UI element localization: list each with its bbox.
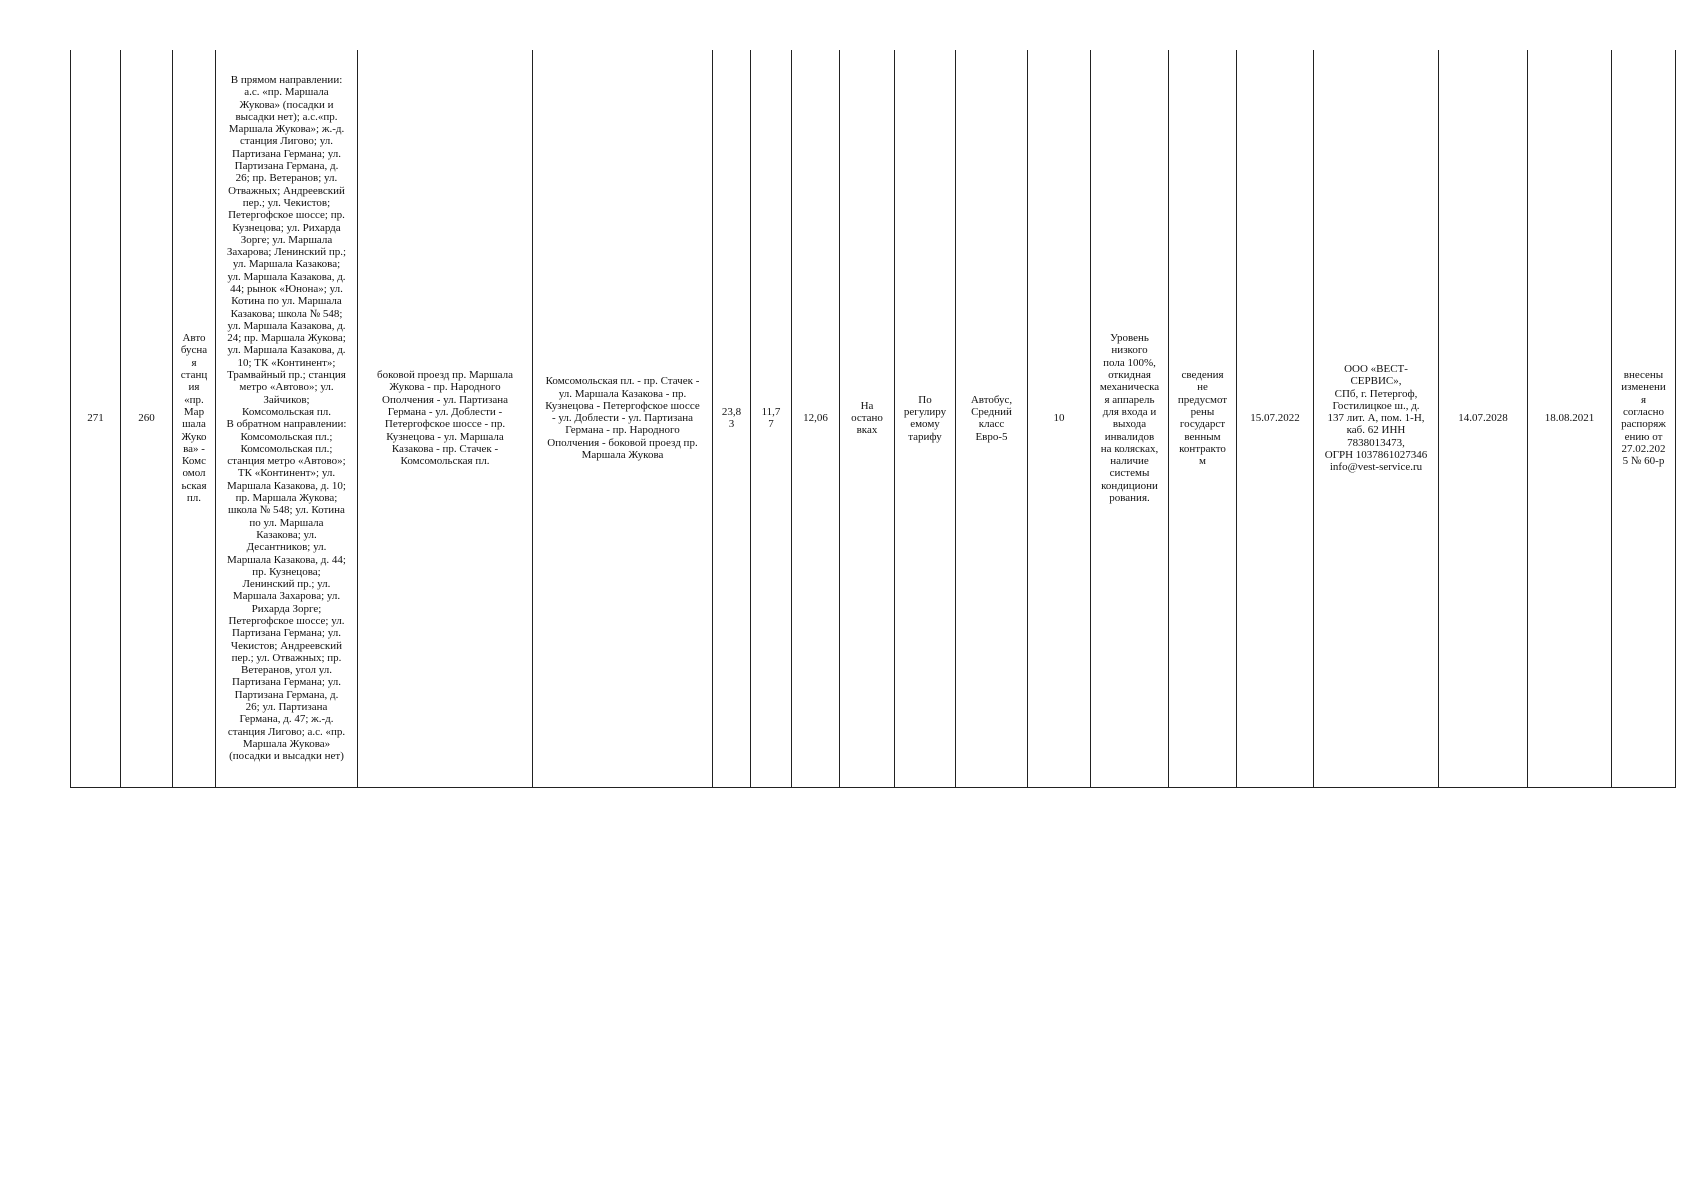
cell-path-forward: боковой проезд пр. Маршала Жукова - пр. Народного Ополчения - ул. Партизана Германа - ул. Доблести - Петергофское шоссе - пр. Кузнецова - ул. Маршала Казакова - пр. Стачек - Комсомольская пл. [358,50,533,787]
cell-vehicle: Автобус, Средний класс Евро-5 [956,50,1028,787]
cell-stops-list: В прямом направлении: а.с. «пр. Маршала Жукова» (посадки и высадки нет); а.с.«пр. Маршала Жукова»; ж.-д. станция Лигово; ул. Партизана Германа; ул. Партизана Германа, д. 26; пр. Ветеранов; ул. Отважных; Андреевский пер.; ул. Чекистов; Петергофское шоссе; пр. Кузнецова; ул. Рихарда Зорге; ул. Маршала Захарова; Ленинский пр.; ул. Маршала Казакова; ул. Маршала Казакова, д. 44; рынок «Юнона»; ул. Котина по ул. Маршала Казакова; школа № 548; ул. Маршала Казакова, д. 24; пр. Маршала Жукова; ул. Маршала Казакова, д. 10; ТК «Континент»; Трамвайный пр.; станция метро «Автово»; ул. Зайчиков; Комсомольская пл. В обратном направлении: Комсомольская пл.; Комсомольская пл.; станция метро «Автово»; ТК «Континент»; ул. Маршала Казакова, д. 10; пр. Маршала Жукова; школа № 548; ул. Котина по ул. Маршала Казакова; ул. Десантников; ул. Маршала Казакова, д. 44; пр. Кузнецова; Ленинский пр.; ул. Маршала Захарова; ул. Рихарда Зорге; Петергофское шоссе; ул. Партизана Германа; ул. Чекистов; Андреевский пер.; ул. Отважных; пр. Ветеранов, угол ул. Партизана Германа; ул. Партизана Германа, д. 26; ул. Партизана Германа, д. 47; ж.-д. станция Лигово; а.с. «пр. Маршала Жукова» (посадки и высадки нет) [216,50,358,787]
table-row [71,50,1676,787]
cell-end-date: 14.07.2028 [1439,50,1528,787]
cell-contract: сведения не предусмот рены государст венным контракто м [1169,50,1237,787]
cell-equipment: Уровень низкого пола 100%, откидная механическа я аппарель для входа и выхода инвалидов на колясках, наличие системы кондициони рования. [1091,50,1169,787]
cell-start-date: 15.07.2022 [1237,50,1314,787]
cell-route-number: 260 [121,50,173,787]
cell-tariff: По регулиру емому тарифу [895,50,956,787]
cell-stop-order: На остано вках [840,50,895,787]
cell-vehicle-count: 10 [1028,50,1091,787]
cell-change-date: 18.08.2021 [1528,50,1612,787]
cell-route-name: Авто бусна я станц ия «пр. Мар шала Жуко ва» - Комс омол ьская пл. [173,50,216,787]
cell-length-backward: 11,7 7 [751,50,792,787]
route-registry-table [70,50,1676,788]
cell-length-total: 12,06 [792,50,840,787]
cell-reg-number: 271 [71,50,121,787]
cell-length-forward: 23,8 3 [713,50,751,787]
cell-note: внесены изменени я согласно распоряж ению от 27.02.202 5 № 60-р [1612,50,1676,787]
cell-path-backward: Комсомольская пл. - пр. Стачек - ул. Маршала Казакова - пр. Кузнецова - Петергофское шоссе - ул. Доблести - ул. Партизана Германа - пр. Народного Ополчения - боковой проезд пр. Маршала Жукова [533,50,713,787]
cell-carrier: ООО «ВЕСТ- СЕРВИС», СПб, г. Петергоф, Гостилицкое ш., д. 137 лит. А, пом. 1-Н, каб. 62 ИНН 7838013473, ОГРН 1037861027346 info@vest-service.ru [1314,50,1439,787]
